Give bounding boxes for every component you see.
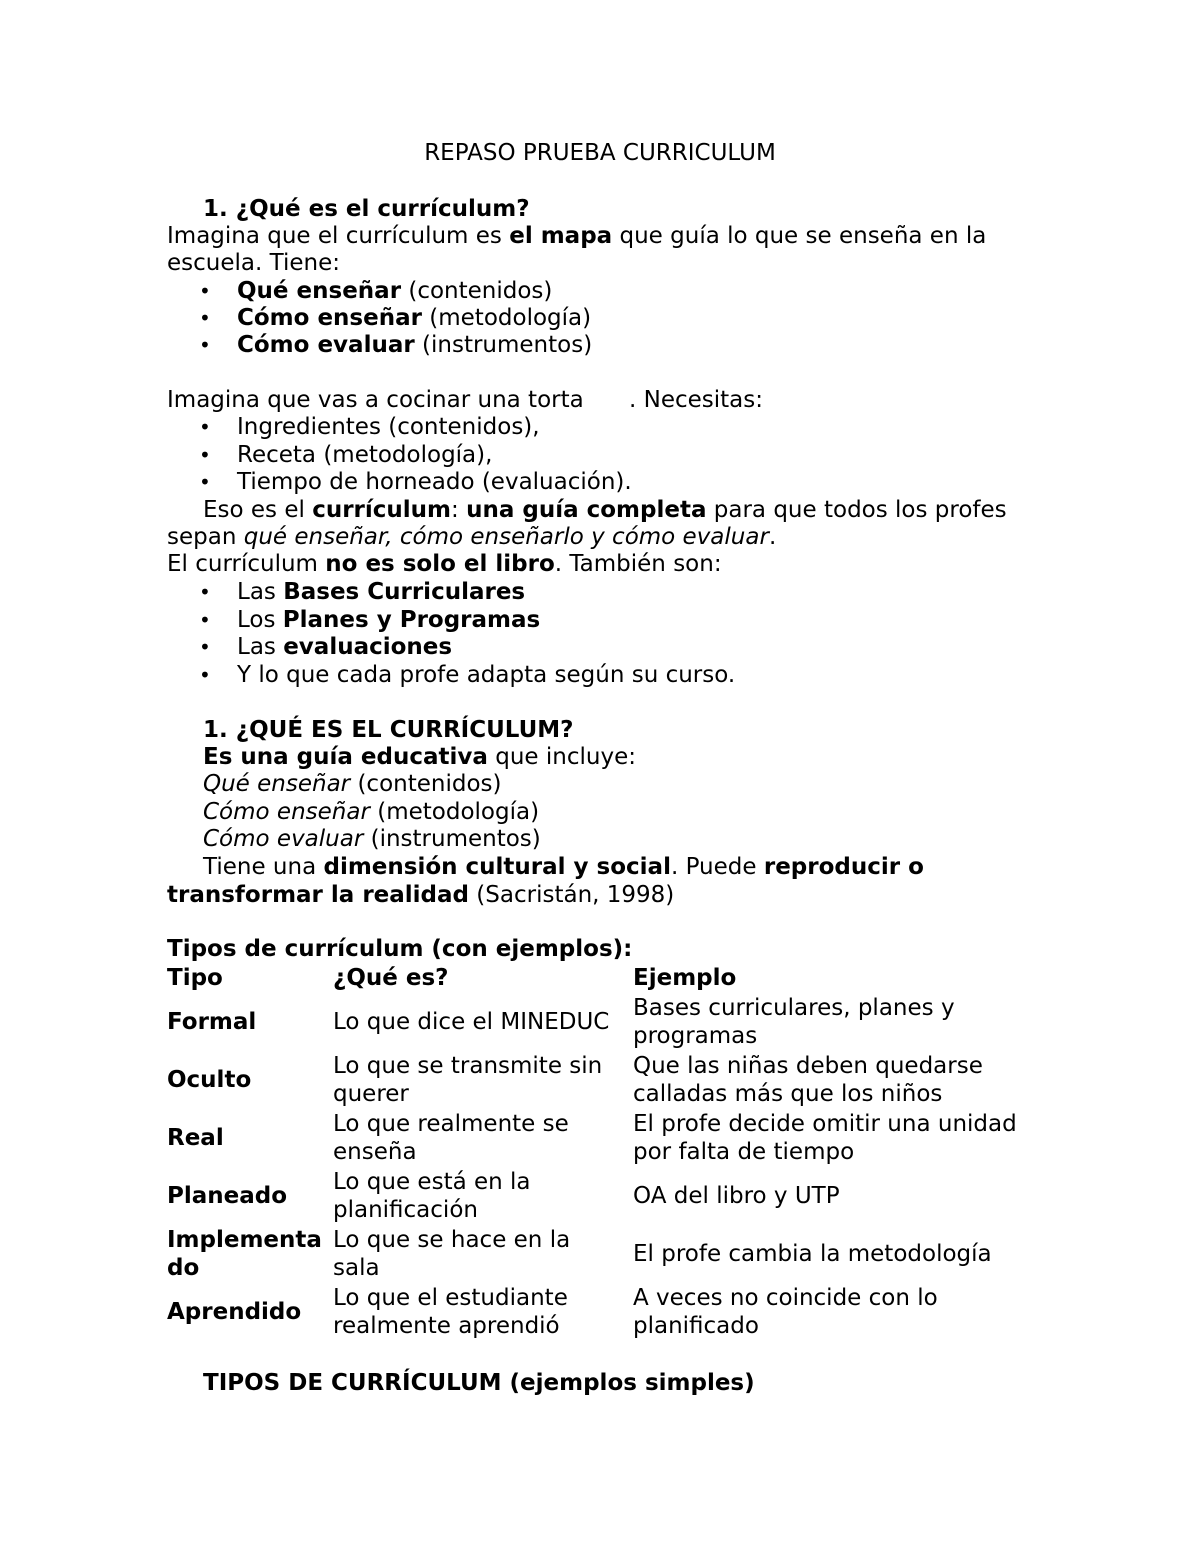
- sepan-text-a: sepan: [167, 524, 244, 550]
- eso-text-e: para que todos los profes: [706, 497, 1007, 523]
- guia-text-bold: Es una guía educativa: [203, 744, 488, 770]
- table-cell-que-es: Lo que el estudiante realmente aprendió: [333, 1285, 568, 1339]
- nolibro-text-c: . También son:: [554, 551, 722, 577]
- dimension-line-2: [167, 881, 674, 909]
- table-cell-tipo: Real: [167, 1125, 224, 1151]
- list-item-pre: Las: [237, 579, 284, 605]
- bullet-icon: •: [199, 580, 211, 604]
- dim-text-e: transformar la realidad: [167, 882, 469, 908]
- list-item-bold: Cómo enseñar: [237, 305, 422, 331]
- tipos-heading-2: TIPOS DE CURRÍCULUM (ejemplos simples): [203, 1370, 755, 1396]
- list-item: Y lo que cada profe adapta según su curso.: [237, 662, 736, 688]
- guia-item-rest: (contenidos): [350, 771, 502, 797]
- bullet-icon: •: [199, 306, 211, 330]
- dimension-line-1: [203, 853, 924, 881]
- list-item-pre: Los: [237, 607, 283, 633]
- guia-item-rest: (instrumentos): [363, 826, 541, 852]
- guia-item: [203, 825, 541, 853]
- bullet-icon: •: [199, 635, 211, 659]
- table-cell-que-es: Lo que se transmite sin querer: [333, 1053, 603, 1107]
- nolibro-text-bold: no es solo el libro: [325, 551, 555, 577]
- intro-text-a: Imagina que el currículum es: [167, 223, 510, 249]
- bullet-icon: •: [199, 279, 211, 303]
- list-item: [237, 578, 525, 606]
- table-header-que-es: ¿Qué es?: [333, 965, 449, 991]
- list-item: Tiempo de horneado (evaluación).: [237, 469, 632, 495]
- bullet-icon: •: [199, 470, 211, 494]
- list-item: [237, 331, 592, 359]
- table-cell-ejemplo: Bases curriculares, planes y programas: [633, 995, 955, 1049]
- nolibro-line: [167, 550, 722, 578]
- table-cell-que-es: Lo que está en la planificación: [333, 1169, 531, 1223]
- table-cell-que-es: Lo que dice el MINEDUC: [333, 1009, 610, 1035]
- cake-line-a: Imagina que vas a cocinar una torta: [167, 387, 584, 413]
- table-cell-ejemplo: Que las niñas deben quedarse calladas más que los niños: [633, 1053, 983, 1107]
- eso-text-a: Eso es el: [203, 497, 313, 523]
- bullet-icon: •: [199, 608, 211, 632]
- guia-item: [203, 798, 539, 826]
- dim-text-f: (Sacristán, 1998): [469, 882, 675, 908]
- guia-item: [203, 770, 501, 798]
- intro-line-1: [167, 222, 986, 250]
- tipos-heading: Tipos de currículum (con ejemplos):: [167, 936, 633, 962]
- document-title: REPASO PRUEBA CURRICULUM: [424, 140, 776, 166]
- table-cell-tipo: Planeado: [167, 1183, 288, 1209]
- table-header-ejemplo: Ejemplo: [633, 965, 737, 991]
- bullet-icon: •: [199, 333, 211, 357]
- dim-text-d: reproducir o: [763, 854, 924, 880]
- list-item-bold: Planes y Programas: [282, 607, 541, 633]
- section-heading-2: 1. ¿QUÉ ES EL CURRÍCULUM?: [203, 717, 574, 743]
- list-item-rest: (contenidos): [401, 278, 553, 304]
- table-cell-ejemplo: El profe decide omitir una unidad por falta de tiempo: [633, 1111, 1017, 1165]
- eso-text-c: :: [451, 497, 467, 523]
- list-item: [237, 606, 540, 634]
- list-item-bold: Bases Curriculares: [283, 579, 526, 605]
- eso-text-d: una guía completa: [466, 497, 707, 523]
- list-item-rest: (instrumentos): [414, 332, 593, 358]
- list-item-pre: Las: [237, 634, 284, 660]
- dim-text-b: dimensión cultural y social: [323, 854, 671, 880]
- cake-line-b: . Necesitas:: [629, 387, 763, 413]
- sepan-line: [167, 523, 776, 551]
- eso-text-b: currículum: [312, 497, 452, 523]
- list-item-bold: Cómo evaluar: [237, 332, 415, 358]
- list-item: Receta (metodología),: [237, 442, 493, 468]
- table-cell-tipo: Oculto: [167, 1067, 252, 1093]
- table-cell-tipo: Formal: [167, 1009, 257, 1035]
- bullet-icon: •: [199, 663, 211, 687]
- table-cell-que-es: Lo que se hace en la sala: [333, 1227, 571, 1281]
- eso-line: [203, 496, 1007, 524]
- sepan-text-c: .: [768, 524, 777, 550]
- list-item: [237, 277, 552, 305]
- table-cell-tipo: Implementado: [167, 1227, 322, 1281]
- list-item-bold: Qué enseñar: [237, 278, 402, 304]
- table-cell-ejemplo: OA del libro y UTP: [633, 1183, 840, 1209]
- table-cell-ejemplo: A veces no coincide con lo planificado: [633, 1285, 938, 1339]
- table-cell-tipo: Aprendido: [167, 1299, 302, 1325]
- list-item-bold: evaluaciones: [283, 634, 453, 660]
- guia-item-italic: Cómo evaluar: [203, 826, 364, 852]
- guia-line: [203, 743, 636, 771]
- table-cell-ejemplo: El profe cambia la metodología: [633, 1241, 992, 1267]
- table-header-tipo: Tipo: [167, 965, 223, 991]
- guia-item-rest: (metodología): [369, 799, 540, 825]
- list-item: [237, 304, 591, 332]
- bullet-icon: •: [199, 443, 211, 467]
- nolibro-text-a: El currículum: [167, 551, 326, 577]
- section-heading-1: 1. ¿Qué es el currículum?: [203, 196, 530, 222]
- list-item: Ingredientes (contenidos),: [237, 414, 540, 440]
- dim-text-a: Tiene una: [203, 854, 324, 880]
- dim-text-c: . Puede: [670, 854, 764, 880]
- guia-text-rest: que incluye:: [487, 744, 636, 770]
- guia-item-italic: Cómo enseñar: [203, 799, 370, 825]
- sepan-text-italic: qué enseñar, cómo enseñarlo y cómo evaluar: [243, 524, 769, 550]
- bullet-icon: •: [199, 415, 211, 439]
- guia-item-italic: Qué enseñar: [203, 771, 351, 797]
- table-cell-que-es: Lo que realmente se enseña: [333, 1111, 569, 1165]
- intro-text-c: que guía lo que se enseña en la: [612, 223, 987, 249]
- list-item-rest: (metodología): [421, 305, 592, 331]
- list-item: [237, 633, 452, 661]
- intro-line-2: escuela. Tiene:: [167, 250, 340, 276]
- intro-text-bold: el mapa: [509, 223, 613, 249]
